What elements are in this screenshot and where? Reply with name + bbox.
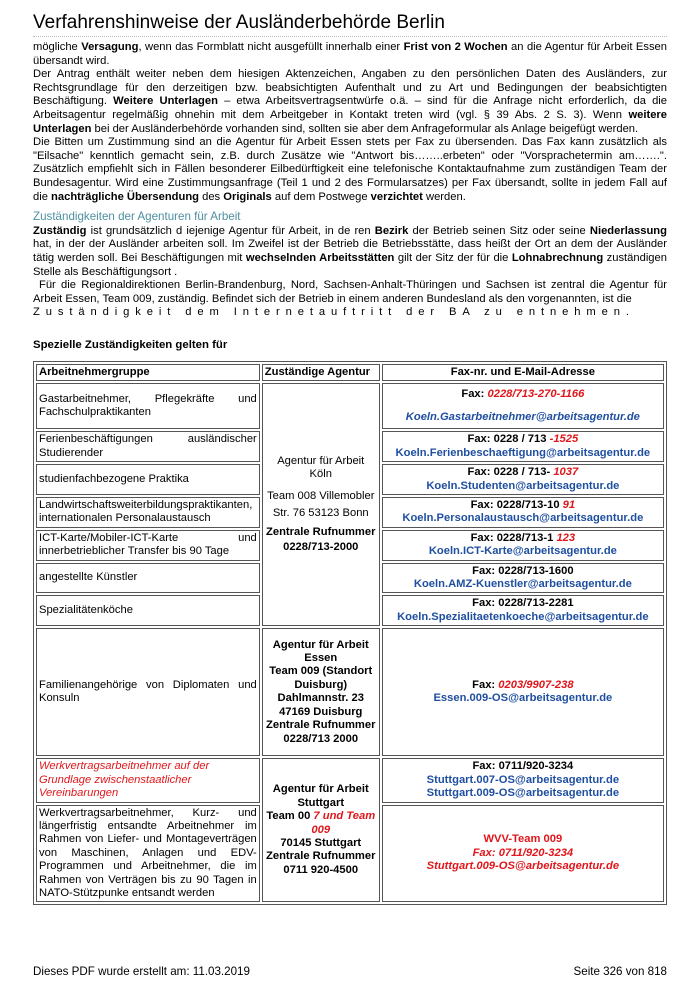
group-cell: angestellte Künstler	[36, 563, 260, 594]
contact-cell	[382, 595, 664, 626]
table-header-row	[36, 364, 664, 381]
agency-name: Agentur für Arbeit Köln	[277, 455, 365, 481]
group-cell: studienfachbezogene Praktika	[36, 464, 260, 495]
email-link[interactable]: Essen.009-OS@arbeitsagentur.de	[433, 692, 613, 705]
group-cell: Landwirtschaftsweiterbildungspraktikanten, internationalen Personalaustausch	[36, 497, 260, 528]
fax-number: Fax: 0711/920-3234	[472, 846, 574, 859]
fax-label: Fax: 0711/920-3234	[472, 760, 574, 773]
group-cell: Familienangehörige von Diplomaten und Konsuln	[36, 628, 260, 756]
group-cell: Werkvertragsarbeitnehmer, Kurz- und längerfristig entsandte Arbeitnehmer im Rahmen von Liefer- und Montageverträgen von Maschinen, Anlagen und EDV-Programmen und Arbeitnehmer, die im Rahmen von Verträgen bis zu 90 Tagen in NATO-Stützpunke entsandt werden	[36, 805, 260, 903]
fax-label: Fax: 0228/713-2281	[472, 597, 574, 610]
fax-number: 91	[562, 499, 576, 512]
email-link[interactable]: Koeln.ICT-Karte@arbeitsagentur.de	[428, 545, 617, 558]
paragraph-internetauftritt: Zuständigkeit dem Internetauftritt der BA zu entnehmen.	[33, 306, 635, 319]
paragraph-regionaldirektionen: Für die Regionaldirektionen Berlin-Brandenburg, Nord, Sachsen-Anhalt-Thüringen und Sachsen ist zentral die Agentur für Arbeit Essen, Team 009, zuständig. Befindet sich der Betrieb in einem anderen Bundesland als den vorgenannten, ist die	[33, 279, 667, 305]
email-link[interactable]: Koeln.Ferienbeschaeftigung@arbeitsagentur.de	[395, 446, 651, 459]
contact-cell	[382, 431, 664, 462]
email-link[interactable]: Stuttgart.009-OS@arbeitsagentur.de	[426, 787, 620, 800]
contact-cell	[382, 497, 664, 528]
agency-cell-koeln	[262, 383, 380, 626]
email-link[interactable]: Koeln.AMZ-Kuenstler@arbeitsagentur.de	[413, 578, 632, 591]
zustaendigkeiten-table	[33, 361, 667, 905]
fax-number: -1525	[549, 433, 579, 446]
paragraph-fax: Die Bitten um Zustimmung sind an die Agentur für Arbeit Essen stets per Fax zu übersenden. Das Fax kann zusätzlich als "Eilsache" kenntlich gemacht sein, z.B. durch Zusätze wie "Antwort bis……..erbeten" oder "Vorsprachetermin am…….". Zusätzlich empfiehlt sich in Fällen besonderer Eilbedürftigkeit eine telefonische Kontaktaufnahme zum zuständigen Team der Bundesagentur. Wird eine Zustimmungsanfrage (Teil 1 und 2 des Formularsatzes) per Fax übersandt, sollte in jedem Fall auf die nachträgliche Übersendung des Originals auf dem Postwege verzichtet werden.	[33, 136, 667, 203]
table-row	[36, 628, 664, 756]
table-row	[36, 383, 664, 429]
agency-phone: 0228/713-2000	[283, 541, 359, 554]
header-fax-email: Fax-nr. und E-Mail-Adresse	[382, 364, 664, 381]
group-cell: ICT-Karte/Mobiler-ICT-Karte und innerbetrieblicher Transfer bis 90 Tage	[36, 530, 260, 561]
fax-number: 0203/9907-238	[498, 678, 574, 691]
fax-label: Fax: 0228 / 713-	[467, 466, 554, 479]
agency-cell-stuttgart: Agentur für Arbeit Stuttgart Team 00 7 und Team 009 70145 Stuttgart Zentrale Rufnummer 0711 920-4500	[262, 758, 380, 902]
footer-created: Dieses PDF wurde erstellt am: 11.03.2019	[33, 965, 250, 978]
section-heading-zustaendigkeiten: Zuständigkeiten der Agenturen für Arbeit	[33, 210, 241, 224]
fax-number: 1037	[553, 466, 579, 479]
page-title: Verfahrenshinweise der Ausländerbehörde Berlin	[33, 12, 445, 33]
email-link[interactable]: Koeln.Personalaustausch@arbeitsagentur.de	[402, 512, 644, 525]
fax-number: 0228/713-270-1166	[487, 388, 585, 400]
document-body	[33, 41, 667, 352]
fax-number: 123	[556, 531, 576, 544]
agency-phone-label: Zentrale Rufnummer	[266, 525, 376, 538]
contact-cell	[382, 530, 664, 561]
email-link[interactable]: Koeln.Spezialitaetenkoeche@arbeitsagentur.de	[397, 610, 649, 623]
fax-label: Fax: 0228 / 713	[467, 433, 550, 446]
contact-cell	[382, 563, 664, 594]
email-link[interactable]: Stuttgart.007-OS@arbeitsagentur.de	[426, 773, 620, 786]
agency-address: Team 008 Villemobler Str. 76 53123 Bonn	[267, 489, 375, 519]
email-link[interactable]: Koeln.Studenten@arbeitsagentur.de	[426, 479, 620, 492]
paragraph-versagung: mögliche Versagung, wenn das Formblatt nicht ausgefüllt innerhalb einer Frist von 2 Wochen an die Agentur für Arbeit Essen übersandt wird.	[33, 41, 667, 67]
paragraph-antrag: Der Antrag enthält weiter neben dem hiesigen Aktenzeichen, Angaben zu den persönlichen Daten des Ausländers, zur Rechtsgrundlage für den derzeitigen bzw. beabsichtigten Aufenthalt und zu Art und Bedingungen der beabsichtigten Beschäftigung. Weitere Unterlagen – etwa Arbeitsvertragsentwürfe o.ä. – sind für die Anfrage nicht erforderlich, da die Arbeitsagentur regelmäßig ohnehin mit dem Arbeitgeber in Kontakt treten wird (vgl. § 39 Abs. 2 S. 3). Wenn weitere Unterlagen bei der Ausländerbehörde vorhanden sind, sollten sie aber dem Anfrageformular als Anlage beigefügt werden.	[33, 68, 668, 135]
title-divider	[33, 36, 667, 37]
group-cell: Ferienbeschäftigungen ausländischer Studierender	[36, 431, 260, 462]
header-agentur: Zuständige Agentur	[262, 364, 380, 381]
table-heading: Spezielle Zuständigkeiten gelten für	[33, 338, 228, 351]
contact-cell: Fax: 0228/713-270-1166 Koeln.Gastarbeitnehmer@arbeitsagentur.de	[382, 383, 664, 429]
agency-cell-duisburg: Agentur für Arbeit Essen Team 009 (Standort Duisburg) Dahlmannstr. 23 47169 Duisburg Zentrale Rufnummer 0228/713 2000	[262, 628, 380, 756]
header-arbeitnehmergruppe: Arbeitnehmergruppe	[36, 364, 260, 381]
group-cell: Spezialitätenköche	[36, 595, 260, 626]
fax-label: Fax: 0228/713-10	[470, 499, 563, 512]
group-cell: Gastarbeitnehmer, Pflegekräfte und Fachschulpraktikanten	[36, 383, 260, 429]
group-cell: Werkvertragsarbeitnehmer auf der Grundlage zwischenstaatlicher Vereinbarungen	[36, 758, 260, 802]
fax-label: Fax:	[472, 678, 499, 691]
contact-cell	[382, 758, 664, 802]
fax-label: Fax: 0228/713-1	[470, 531, 557, 544]
footer-page-number: Seite 326 von 818	[573, 965, 667, 978]
paragraph-zustaendig: Zuständig ist grundsätzlich d iejenige Agentur für Arbeit, in de ren Bezirk der Betrieb seinen Sitz oder seine Niederlassung hat, in der der Ausländer arbeiten soll. Im Zweifel ist der Betrieb die Betriebsstätte, dass heißt der Ort an dem der Ausländer tätig werden soll. Bei Beschäftigungen mit wechselnden Arbeitsstätten gilt der Sitz der für die Lohnabrechnung zuständigen Stelle als Beschäftigungsort .	[33, 224, 667, 278]
table-row	[36, 758, 664, 802]
contact-cell	[382, 628, 664, 756]
fax-label: Fax: 0228/713-1600	[472, 564, 574, 577]
email-link[interactable]: Stuttgart.009-OS@arbeitsagentur.de	[426, 860, 620, 873]
email-link[interactable]: Koeln.Gastarbeitnehmer@arbeitsagentur.de	[405, 411, 640, 424]
contact-cell: WVV-Team 009 Fax: 0711/920-3234 Stuttgart.009-OS@arbeitsagentur.de	[382, 805, 664, 903]
contact-cell	[382, 464, 664, 495]
